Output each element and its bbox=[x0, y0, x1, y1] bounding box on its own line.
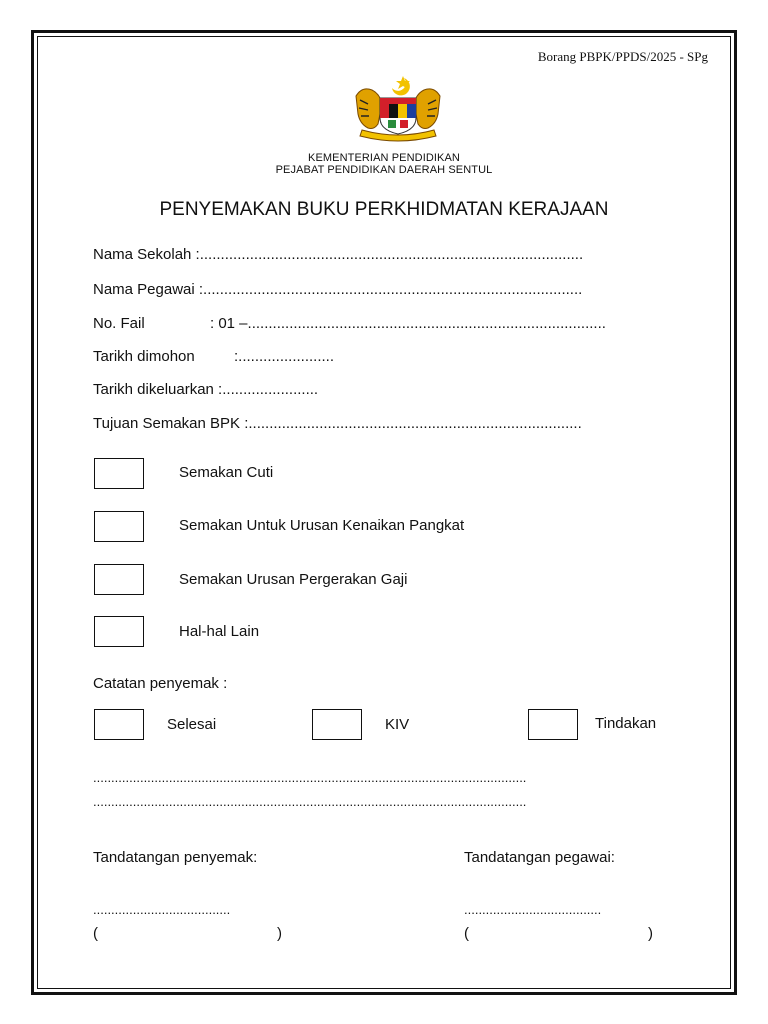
form-title: PENYEMAKAN BUKU PERKHIDMATAN KERAJAAN bbox=[159, 199, 609, 220]
kiv-checkbox[interactable] bbox=[312, 709, 362, 740]
promotion-check-label: Semakan Untuk Urusan Kenaikan Pangkat bbox=[179, 517, 465, 534]
reviewer-name-close-paren: ) bbox=[277, 925, 282, 942]
agency-name: KEMENTERIAN PENDIDIKAN bbox=[308, 152, 460, 164]
salary-movement-checkbox[interactable] bbox=[94, 564, 144, 595]
reviewer-notes-label: Catatan penyemak : bbox=[93, 675, 228, 692]
other-matters-label: Hal-hal Lain bbox=[179, 623, 260, 640]
reviewer-name-open-paren: ( bbox=[93, 925, 98, 942]
form-code: Borang PBPK/PPDS/2025 - SPg bbox=[537, 49, 708, 64]
request-date-field[interactable]: :....................... bbox=[234, 348, 335, 365]
officer-signature-line[interactable]: ...................................... bbox=[464, 902, 602, 917]
leave-check-label: Semakan Cuti bbox=[179, 464, 274, 481]
notes-line[interactable]: ........................................................................................................................ bbox=[93, 794, 527, 809]
file-number-field[interactable]: : 01 –...................................................................................... bbox=[210, 315, 606, 332]
salary-movement-label: Semakan Urusan Pergerakan Gaji bbox=[179, 571, 408, 588]
completed-checkbox[interactable] bbox=[94, 709, 144, 740]
school-name-field[interactable]: Nama Sekolah :............................................................................................ bbox=[93, 246, 584, 263]
agency-office: PEJABAT PENDIDIKAN DAERAH SENTUL bbox=[275, 164, 493, 176]
action-checkbox[interactable] bbox=[528, 709, 578, 740]
promotion-check-checkbox[interactable] bbox=[94, 511, 144, 542]
coat-of-arms-icon bbox=[348, 74, 448, 144]
issue-date-field[interactable]: Tarikh dikeluarkan :....................... bbox=[93, 381, 319, 398]
officer-name-open-paren: ( bbox=[464, 925, 469, 942]
action-label: Tindakan bbox=[595, 715, 657, 732]
officer-name-close-paren: ) bbox=[648, 925, 653, 942]
kiv-label: KIV bbox=[385, 716, 410, 733]
reviewer-signature-label: Tandatangan penyemak: bbox=[93, 849, 258, 866]
officer-signature-label: Tandatangan pegawai: bbox=[464, 849, 615, 866]
reviewer-signature-line[interactable]: ...................................... bbox=[93, 902, 231, 917]
notes-line[interactable]: ........................................................................................................................ bbox=[93, 770, 527, 785]
officer-name-field[interactable]: Nama Pegawai :........................................................................................... bbox=[93, 281, 583, 298]
completed-label: Selesai bbox=[167, 716, 217, 733]
other-matters-checkbox[interactable] bbox=[94, 616, 144, 647]
request-date-label: Tarikh dimohon bbox=[93, 348, 195, 365]
leave-check-checkbox[interactable] bbox=[94, 458, 144, 489]
file-number-label: No. Fail bbox=[93, 315, 145, 332]
purpose-field[interactable]: Tujuan Semakan BPK :................................................................................ bbox=[93, 415, 582, 432]
